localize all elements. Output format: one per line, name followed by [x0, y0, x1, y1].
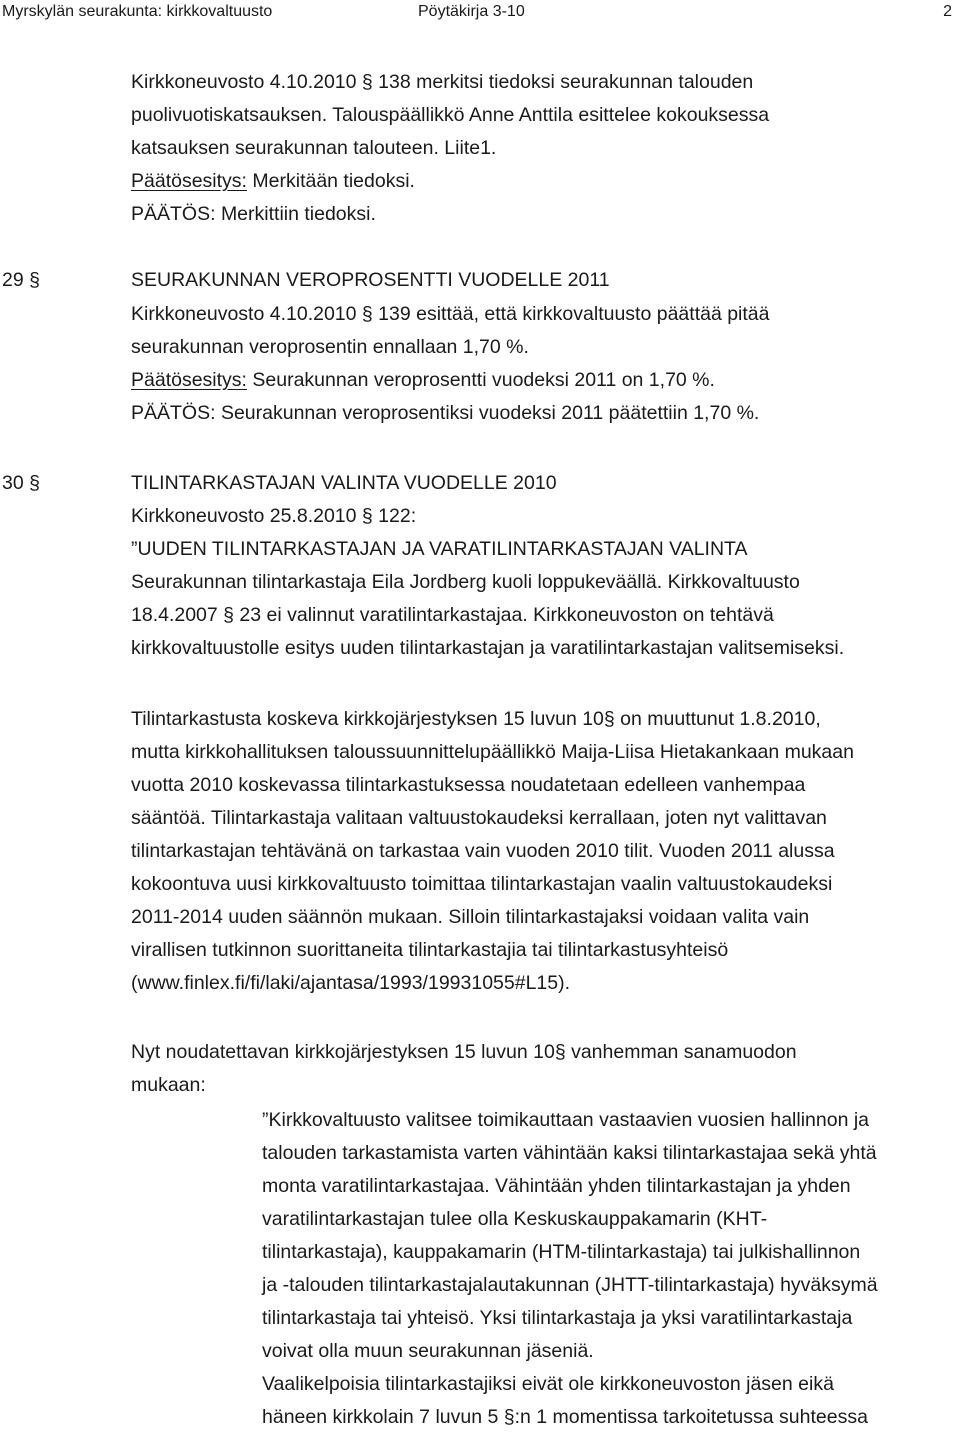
decision-line: PÄÄTÖS: Seurakunnan veroprosentiksi vuodeksi 2011 päätettiin 1,70 %. [131, 402, 760, 424]
proposal-label: Päätösesitys: [131, 369, 247, 391]
proposal-line [131, 165, 415, 198]
section-number: 30 § [2, 472, 40, 494]
paragraph-line: mutta kirkkohallituksen taloussuunnittelupäällikkö Maija-Liisa Hietakankaan mukaan [131, 741, 854, 763]
quote-line: ja -talouden tilintarkastajalautakunnan (JHTT-tilintarkastaja) hyväksymä [262, 1274, 878, 1296]
paragraph-line: Seurakunnan tilintarkastaja Eila Jordberg kuoli loppukeväällä. Kirkkovaltuusto [131, 571, 800, 593]
header-title: Myrskylän seurakunta: kirkkovaltuusto [2, 3, 273, 20]
paragraph-line: seurakunnan veroprosentin ennallaan 1,70 %. [131, 336, 529, 358]
link-text: (www.finlex.fi/fi/laki/ajantasa/1993/19931055#L15). [131, 972, 571, 994]
paragraph-line: Kirkkoneuvosto 4.10.2010 § 139 esittää, että kirkkovaltuusto päättää pitää [131, 303, 770, 325]
page-number: 2 [943, 3, 952, 20]
paragraph-line: ”UUDEN TILINTARKASTAJAN JA VARATILINTARKASTAJAN VALINTA [131, 538, 748, 560]
paragraph-line: virallisen tutkinnon suorittaneita tilintarkastajia tai tilintarkastusyhteisö [131, 939, 729, 961]
proposal-label: Päätösesitys: [131, 170, 247, 192]
quote-line: tilintarkastaja), kauppakamarin (HTM-tilintarkastaja) tai julkishallinnon [262, 1241, 861, 1263]
proposal-line [131, 364, 715, 397]
paragraph-line: Kirkkoneuvosto 25.8.2010 § 122: [131, 505, 417, 527]
quote-line: monta varatilintarkastajaa. Vähintään yhden tilintarkastajan ja yhden [262, 1175, 851, 1197]
page-header [0, 0, 960, 24]
section-heading: TILINTARKASTAJAN VALINTA VUODELLE 2010 [131, 472, 557, 494]
paragraph-line: sääntöä. Tilintarkastaja valitaan valtuustokaudeksi kerrallaan, joten nyt valittavan [131, 807, 827, 829]
header-document: Pöytäkirja 3-10 [418, 3, 525, 20]
paragraph-line: puolivuotiskatsauksen. Talouspäällikkö Anne Anttila esittelee kokouksessa [131, 104, 770, 126]
paragraph-line: Kirkkoneuvosto 4.10.2010 § 138 merkitsi tiedoksi seurakunnan talouden [131, 71, 754, 93]
paragraph-line: vuotta 2010 koskevassa tilintarkastuksessa noudatetaan edelleen vanhempaa [131, 774, 806, 796]
paragraph-line: kokoontuva uusi kirkkovaltuusto toimittaa tilintarkastajan vaalin valtuustokaudeksi [131, 873, 833, 895]
quote-line: ”Kirkkovaltuusto valitsee toimikauttaan vastaavien vuosien hallinnon ja [262, 1109, 870, 1131]
paragraph-line: katsauksen seurakunnan talouteen. Liite1. [131, 137, 497, 159]
quote-line: Vaalikelpoisia tilintarkastajiksi eivät ole kirkkoneuvoston jäsen eikä [262, 1373, 834, 1395]
decision-line: PÄÄTÖS: Merkittiin tiedoksi. [131, 203, 376, 225]
paragraph-line: Nyt noudatettavan kirkkojärjestyksen 15 luvun 10§ vanhemman sanamuodon [131, 1041, 797, 1063]
paragraph-line: tilintarkastajan tehtävänä on tarkastaa vain vuoden 2010 tilit. Vuoden 2011 alussa [131, 840, 835, 862]
paragraph-line: 18.4.2007 § 23 ei valinnut varatilintarkastajaa. Kirkkoneuvoston on tehtävä [131, 604, 774, 626]
quote-line: varatilintarkastajan tulee olla Keskuskauppakamarin (KHT- [262, 1208, 768, 1230]
paragraph-line: 2011-2014 uuden säännön mukaan. Silloin tilintarkastajaksi voidaan valita vain [131, 906, 810, 928]
paragraph-line: mukaan: [131, 1074, 206, 1096]
quote-line: voivat olla muun seurakunnan jäseniä. [262, 1340, 594, 1362]
proposal-text: Seurakunnan veroprosentti vuodeksi 2011 on 1,70 %. [246, 369, 715, 391]
paragraph-line: Tilintarkastusta koskeva kirkkojärjestyksen 15 luvun 10§ on muuttunut 1.8.2010, [131, 708, 821, 730]
proposal-text: Merkitään tiedoksi. [246, 170, 415, 192]
quote-line: tilintarkastaja tai yhteisö. Yksi tilintarkastaja ja yksi varatilintarkastaja [262, 1307, 853, 1329]
section-heading: SEURAKUNNAN VEROPROSENTTI VUODELLE 2011 [131, 269, 610, 291]
quote-line: häneen kirkkolain 7 luvun 5 §:n 1 momentissa tarkoitetussa suhteessa [262, 1406, 868, 1428]
section-number: 29 § [2, 269, 40, 291]
paragraph-line: kirkkovaltuustolle esitys uuden tilintarkastajan ja varatilintarkastajan valitsemiseksi. [131, 637, 845, 659]
quote-line: talouden tarkastamista varten vähintään kaksi tilintarkastajaa sekä yhtä [262, 1142, 877, 1164]
